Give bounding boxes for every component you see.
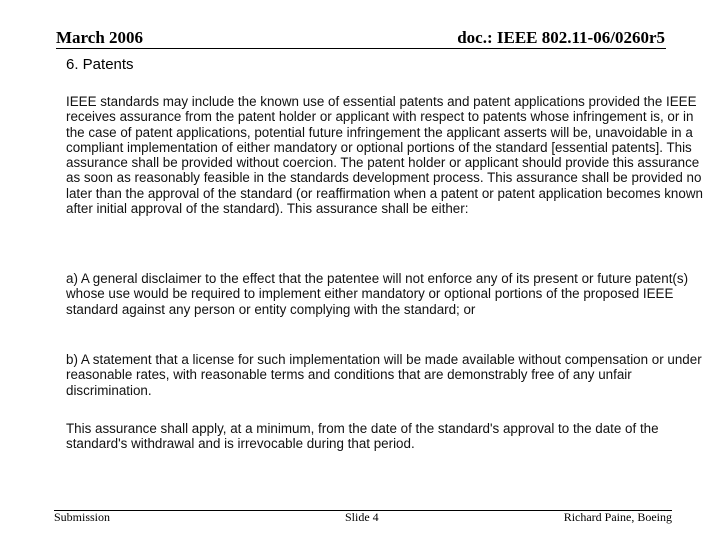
paragraph-option-b: b) A statement that a license for such implementation will be made available without compensation or under reasonable rates, with reasonable terms and conditions that are demonstrably free of any unfair discrimination. bbox=[66, 352, 702, 398]
paragraph-assurance-term: This assurance shall apply, at a minimum, from the date of the standard's approval to the date of the standard's withdrawal and is irrevocable during that period. bbox=[66, 421, 659, 452]
footer-slide-number: Slide 4 bbox=[345, 510, 379, 524]
footer-author: Richard Paine, Boeing bbox=[563, 510, 672, 524]
paragraph-option-a: a) A general disclaimer to the effect that the patentee will not enforce any of its present or future patent(s) whose use would be required to implement either mandatory or optional portions of the proposed IEEE standard against any person or entity complying with the standard; or bbox=[66, 271, 689, 317]
paragraph-patents-intro: IEEE standards may include the known use of essential patents and patent applications provided the IEEE receives assurance from the patent holder or applicant with respect to patents whose infringement is, or in the case of patent applications, potential future infringement the applicant asserts will be, unavoidable in a compliant implementation of either mandatory or optional portions of the standard [essential patents]. This assurance shall be provided without coercion. The patent holder or applicant should provide this assurance as soon as reasonably feasible in the standards development process. This assurance shall be provided no later than the approval of the standard (or reaffirmation when a patent or patent application becomes known after initial approval of the standard). This assurance shall be either: bbox=[66, 94, 703, 217]
header-divider bbox=[56, 48, 666, 49]
header-doc-id: doc.: IEEE 802.11-06/0260r5 bbox=[457, 28, 665, 47]
footer-submission: Submission bbox=[54, 510, 111, 524]
slide-title: 6. Patents bbox=[66, 56, 134, 73]
header-date: March 2006 bbox=[56, 28, 144, 47]
